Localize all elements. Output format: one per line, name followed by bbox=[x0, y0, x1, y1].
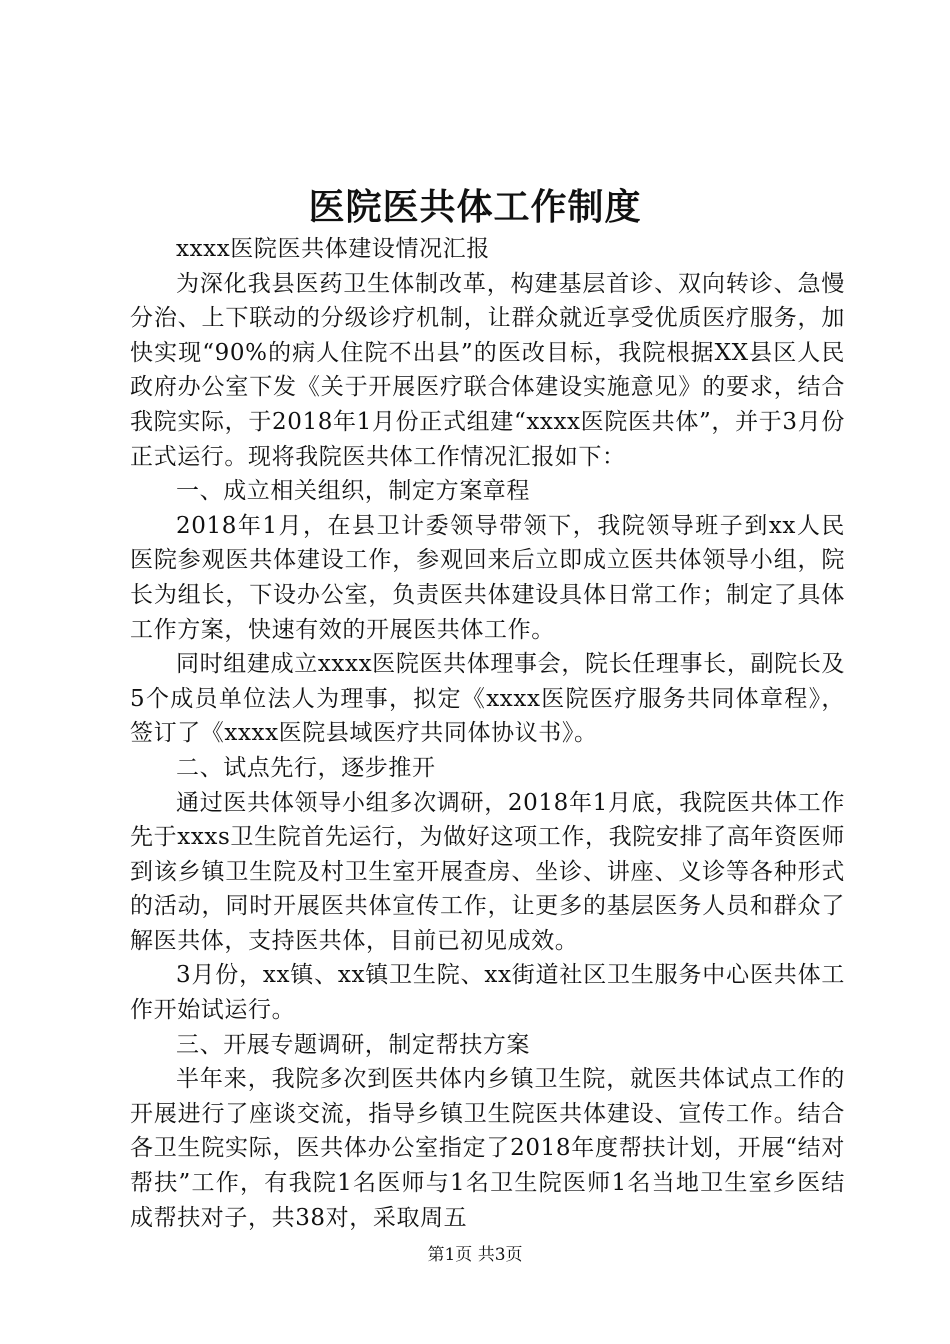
document-title: 医院医共体工作制度 bbox=[308, 186, 642, 228]
document-body bbox=[130, 232, 845, 1235]
paragraph-section-3a: 半年来，我院多次到医共体内乡镇卫生院，就医共体试点工作的开展进行了座谈交流，指导乡镇卫生院医共体建设、宣传工作。结合各卫生院实际，医共体办公室指定了2018年度帮扶计划，开展“结对帮扶”工作，有我院1名医师与1名卫生院医师1名当地卫生室乡医结成帮扶对子，共38对，采取周五 bbox=[130, 1066, 845, 1231]
section-heading-3: 三、开展专题调研，制定帮扶方案 bbox=[176, 1031, 530, 1058]
report-heading: xxxx医院医共体建设情况汇报 bbox=[176, 236, 490, 262]
paragraph-section-2a: 通过医共体领导小组多次调研，2018年1月底，我院医共体工作先于xxxs卫生院首先运行，为做好这项工作，我院安排了高年资医师到该乡镇卫生院及村卫生室开展查房、坐诊、讲座、义诊等各种形式的活动，同时开展医共体宣传工作，让更多的基层医务人员和群众了解医共体，支持医共体，目前已初见成效。 bbox=[130, 789, 845, 954]
section-heading-1: 一、成立相关组织，制定方案章程 bbox=[176, 478, 530, 505]
section-heading-2: 二、试点先行，逐步推开 bbox=[176, 754, 436, 781]
paragraph-section-1b: 同时组建成立xxxx医院医共体理事会，院长任理事长，副院长及5个成员单位法人为理事，拟定《xxxx医院医疗服务共同体章程》，签订了《xxxx医院县域医疗共同体协议书》。 bbox=[130, 651, 845, 747]
paragraph-intro: 为深化我县医药卫生体制改革，构建基层首诊、双向转诊、急慢分治、上下联动的分级诊疗机制，让群众就近享受优质医疗服务，加快实现“90%的病人住院不出县”的医改目标，我院根据XX县区人民政府办公室下发《关于开展医疗联合体建设实施意见》的要求，结合我院实际，于2018年1月份正式组建“xxxx医院医共体”，并于3月份正式运行。现将我院医共体工作情况汇报如下： bbox=[130, 270, 845, 470]
paragraph-section-2b: 3月份，xx镇、xx镇卫生院、xx街道社区卫生服务中心医共体工作开始试运行。 bbox=[130, 962, 845, 1024]
page-footer: 第1页 共3页 bbox=[427, 1245, 523, 1265]
paragraph-section-1a: 2018年1月，在县卫计委领导带领下，我院领导班子到xx人民医院参观医共体建设工作，参观回来后立即成立医共体领导小组，院长为组长，下设办公室，负责医共体建设具体日常工作；制定了具体工作方案，快速有效的开展医共体工作。 bbox=[130, 512, 845, 643]
